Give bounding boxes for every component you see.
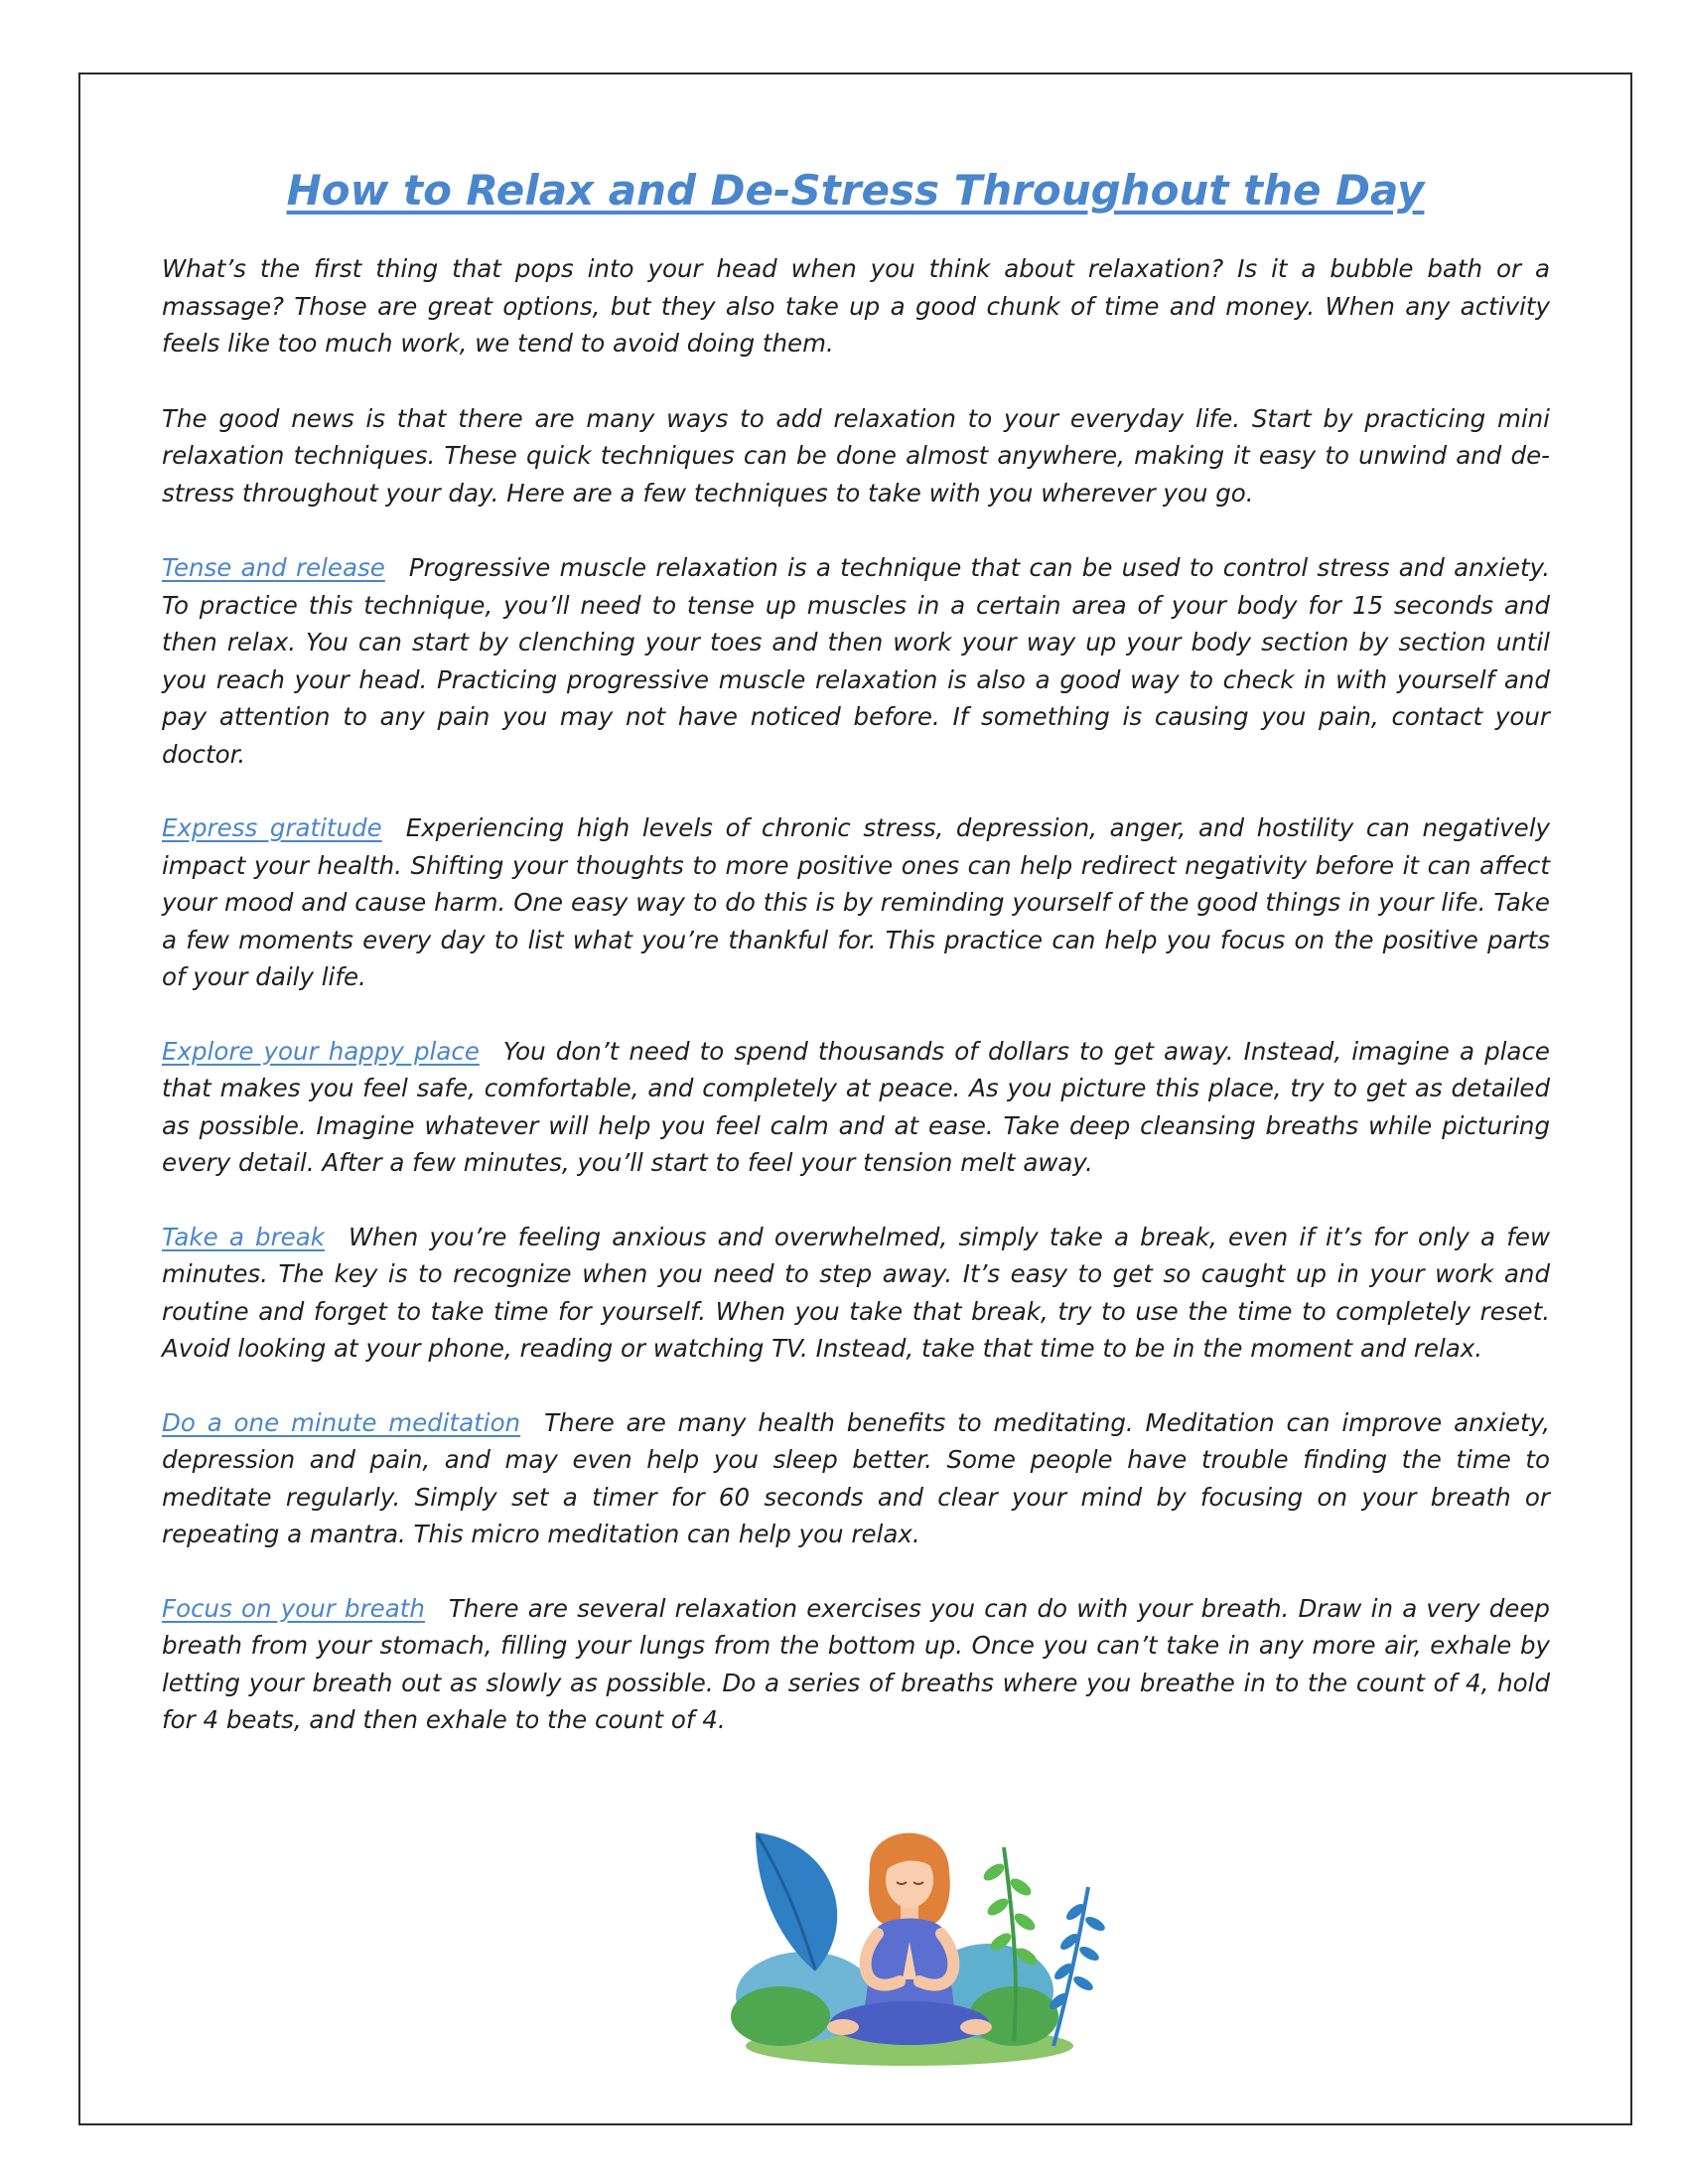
section-explore-happy-place xyxy=(162,1033,1550,1182)
section-body: You don’t need to spend thousands of dollars to get away. Instead, imagine a place that makes you feel safe, comfortable, and completely at peace. As you picture this place, try to get as detailed as possible. Imagine whatever will help you feel calm and at ease. Take deep cleansing breaths while picturing every detail. After a few minutes, you’ll start to feel your tension melt away. xyxy=(162,1036,1550,1177)
section-body: Experiencing high levels of chronic stress, depression, anger, and hostility can negatively impact your health. Shifting your thoughts to more positive ones can help redirect negativity before it can affect your mood and cause harm. One easy way to do this is by reminding yourself of the good things in your life. Take a few moments every day to list what you’re thankful for. This practice can help you focus on the positive parts of your daily life. xyxy=(162,813,1551,991)
article-body xyxy=(162,250,1550,1776)
section-heading: Focus on your breath xyxy=(162,1593,425,1623)
intro-paragraph-2: The good news is that there are many ways to add relaxation to your everyday life. Start by practicing mini relaxation techniques. These quick techniques can be done almost anywhere, making it easy to unwind and de-stress throughout your day. Here are a few techniques to take with you wherever you go. xyxy=(162,403,1550,508)
page-title: How to Relax and De-Stress Throughout the Day xyxy=(286,166,1425,215)
section-heading: Express gratitude xyxy=(162,813,382,842)
section-body: There are many health benefits to meditating. Meditation can improve anxiety, depression and pain, and may even help you sleep better. Some people have trouble finding the time to meditate regularly. Simply set a timer for 60 seconds and clear your mind by focusing on your breath or repeating a mantra. This micro meditation can help you relax. xyxy=(162,1407,1550,1548)
section-tense-and-release xyxy=(162,549,1550,773)
section-heading: Take a break xyxy=(162,1222,325,1251)
section-body: Progressive muscle relaxation is a technique that can be used to control stress and anxiety. To practice this technique, you’ll need to tense up muscles in a certain area of your body for 15 seconds and then relax. You can start by clenching your toes and then work your way up your body section by section until you reach your head. Practicing progressive muscle relaxation is also a good way to check in with yourself and pay attention to any pain you may not have noticed before. If something is causing you pain, contact your doctor. xyxy=(162,553,1550,769)
intro-paragraph-1: What’s the first thing that pops into your head when you think about relaxation? Is it a bubble bath or a massage? Those are great options, but they also take up a good chunk of time and money. When any activity feels like too much work, we tend to avoid doing them. xyxy=(162,254,1550,358)
section-heading: Do a one minute meditation xyxy=(162,1407,521,1437)
section-heading: Tense and release xyxy=(162,553,385,582)
section-one-minute-meditation xyxy=(162,1404,1550,1553)
section-heading: Explore your happy place xyxy=(162,1036,480,1066)
meditation-woman-icon xyxy=(686,1803,1133,2081)
page-frame xyxy=(78,73,1632,2125)
section-focus-on-breath xyxy=(162,1590,1550,1739)
section-body: When you’re feeling anxious and overwhelmed, simply take a break, even if it’s for only a few minutes. The key is to recognize when you need to step away. It’s easy to get so caught up in your work and routine and forget to take time for yourself. When you take that break, try to use the time to completely reset. Avoid looking at your phone, reading or watching TV. Instead, take that time to be in the moment and relax. xyxy=(162,1222,1550,1363)
section-body: There are several relaxation exercises you can do with your breath. Draw in a very deep breath from your stomach, filling your lungs from the bottom up. Once you can’t take in any more air, exhale by letting your breath out as slowly as possible. Do a series of breaths where you breathe in to the count of 4, hold for 4 beats, and then exhale to the count of 4. xyxy=(162,1593,1550,1734)
section-take-a-break xyxy=(162,1219,1550,1368)
section-express-gratitude xyxy=(162,809,1550,996)
